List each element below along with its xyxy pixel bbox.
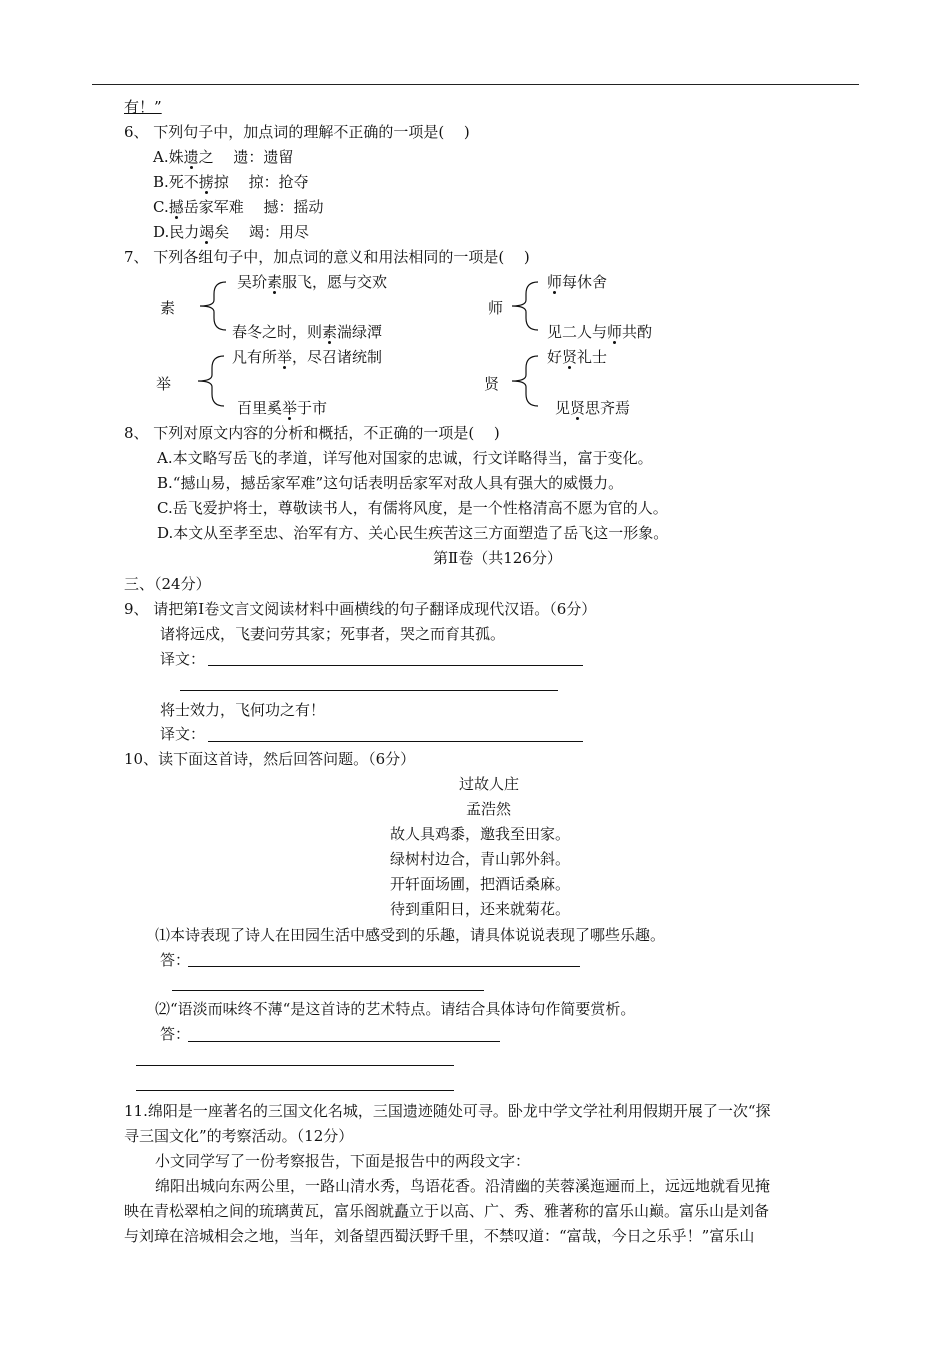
brace-icon [194, 354, 230, 408]
q7-group-top-line: 好贤礼士 [547, 348, 608, 366]
brace-icon [508, 280, 544, 332]
q7-group-word: 贤 [484, 375, 500, 393]
q10-sub-question-2: ⑵“语淡而味终不薄“是这首诗的艺术特点。请结合具体诗句作简要赏析。 [155, 1000, 636, 1018]
q10-answer-label: 答： [160, 951, 191, 969]
poem-line: 绿树村边合，青山郭外斜。 [390, 850, 571, 868]
poem-title: 过故人庄 [459, 775, 520, 793]
q6-option-b: B.死不掳掠 掠：抢夺 [153, 173, 309, 191]
q7-group-bottom-line: 见二人与师共酌 [547, 323, 653, 341]
q11-text-line: 小文同学写了一份考察报告，下面是报告中的两段文字： [155, 1152, 531, 1170]
q9-sentence-1: 诸将远戍，飞妻问劳其家；死事者，哭之而育其孤。 [160, 625, 506, 643]
q9-answer-label: 译文： [160, 725, 206, 743]
answer-line[interactable] [208, 741, 583, 742]
q7-group-word: 素 [160, 299, 176, 317]
q6-option-a: A.姝遗之 遗：遗留 [153, 148, 294, 166]
q7-stem: 7、 下列各组句子中，加点词的意义和用法相同的一项是( ) [124, 248, 530, 266]
poem-line: 待到重阳日，还来就菊花。 [390, 900, 571, 918]
q7-group-top-line: 师每休舍 [547, 273, 608, 291]
q7-group-bottom-line: 春冬之时，则素湍绿潭 [232, 323, 383, 341]
q7-group-top-line: 凡有所举，尽召诸统制 [232, 348, 383, 366]
answer-line[interactable] [180, 690, 558, 691]
q11-text-line: 与刘璋在涪城相会之地，当年，刘备望西蜀沃野千里，不禁叹道：“富哉，今日之乐乎！”富乐山 [124, 1227, 755, 1245]
q7-group-word: 师 [488, 299, 504, 317]
q6-option-d: D.民力竭矣 竭：用尽 [153, 223, 310, 241]
q11-text-line: 寻三国文化”的考察活动。（12分） [124, 1127, 354, 1145]
part2-title: 第Ⅱ卷（共126分） [433, 549, 562, 567]
header-rule [92, 84, 859, 85]
q11-text-line: 绵阳出城向东两公里，一路山清水秀，鸟语花香。沿清幽的芙蓉溪迤逦而上，远远地就看见掩 [155, 1177, 771, 1195]
answer-line[interactable] [208, 665, 583, 666]
q8-stem: 8、 下列对原文内容的分析和概括，不正确的一项是( ) [124, 424, 500, 442]
brace-icon [196, 280, 232, 332]
q7-group-top-line: 吴玠素服飞，愿与交欢 [237, 273, 388, 291]
q8-option-c: C.岳飞爱护将士，尊敬读书人，有儒将风度，是一个性格清高不愿为官的人。 [157, 499, 668, 517]
q8-option-a: A.本文略写岳飞的孝道，详写他对国家的忠诚，行文详略得当，富于变化。 [157, 449, 653, 467]
q11-text-line: 11.绵阳是一座著名的三国文化名城，三国遗迹随处可寻。卧龙中学文学社利用假期开展了一次“探 [124, 1102, 771, 1120]
poem-line: 故人具鸡黍，邀我至田家。 [390, 825, 571, 843]
answer-line[interactable] [136, 1090, 454, 1091]
q10-stem: 10、读下面这首诗，然后回答问题。（6分） [124, 750, 416, 768]
answer-line[interactable] [172, 990, 484, 991]
answer-line[interactable] [136, 1065, 454, 1066]
q8-option-d: D.本文从至孝至忠、治军有方、关心民生疾苦这三方面塑造了岳飞这一形象。 [157, 524, 669, 542]
q7-group-bottom-line: 百里奚举于市 [237, 399, 328, 417]
answer-line[interactable] [188, 966, 580, 967]
q10-sub-question-1: ⑴本诗表现了诗人在田园生活中感受到的乐趣，请具体说说表现了哪些乐趣。 [155, 926, 666, 944]
q8-option-b: B.“撼山易，撼岳家军难”这句话表明岳家军对敌人具有强大的威慑力。 [157, 474, 624, 492]
q10-answer-label: 答： [160, 1025, 191, 1043]
section-3-heading: 三、（24分） [124, 575, 211, 593]
poem-line: 开轩面场圃，把酒话桑麻。 [390, 875, 571, 893]
q9-sentence-2: 将士效力，飞何功之有！ [160, 701, 326, 719]
continued-text: 有！” [124, 98, 162, 116]
brace-icon [508, 354, 544, 408]
q9-stem: 9、 请把第Ⅰ卷文言文阅读材料中画横线的句子翻译成现代汉语。（6分） [124, 600, 597, 618]
poem-author: 孟浩然 [466, 800, 512, 818]
q9-answer-label: 译文： [160, 650, 206, 668]
q11-text-line: 映在青松翠柏之间的琉璃黄瓦，富乐阁就矗立于以高、广、秀、雅著称的富乐山巅。富乐山是刘备 [124, 1202, 770, 1220]
q6-stem: 6、 下列句子中，加点词的理解不正确的一项是( ) [124, 123, 470, 141]
q7-group-word: 举 [156, 375, 172, 393]
q6-option-c: C.撼岳家军难 撼：摇动 [153, 198, 324, 216]
answer-line[interactable] [188, 1041, 500, 1042]
q7-group-bottom-line: 见贤思齐焉 [555, 399, 631, 417]
